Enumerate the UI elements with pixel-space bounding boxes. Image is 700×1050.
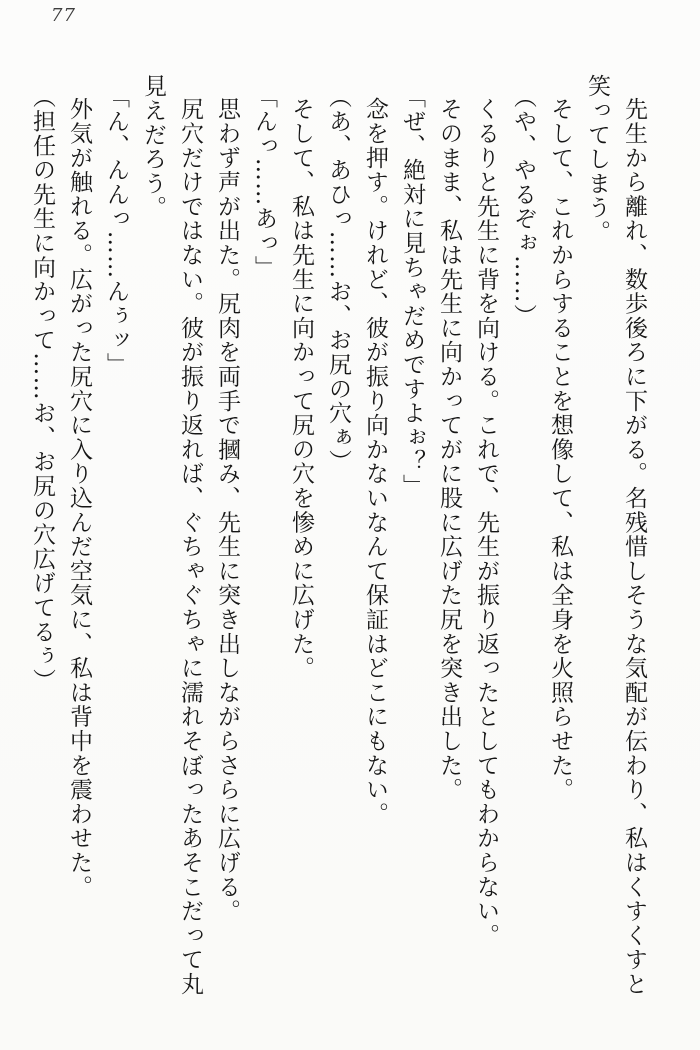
paragraph: くるりと先生に背を向ける。これで、先生が振り返ったとしてもわからない。 xyxy=(473,97,499,948)
paragraph: 念を押す。けれど、彼が振り向かないなんて保証はどこにもない。 xyxy=(362,97,388,826)
paragraph: そのまま、私は先生に向かってがに股に広げた尻を突き出した。 xyxy=(436,97,462,802)
paragraph: （あ、あひっ……お、お尻の穴ぁ） xyxy=(325,85,351,474)
paragraph: 「んっ……あっ」 xyxy=(251,85,277,280)
paragraph: 思わず声が出た。尻肉を両手で摑み、先生に突き出しながらさらに広げる。 xyxy=(214,97,240,924)
vertical-text-block xyxy=(19,74,652,999)
paragraph: 「ん、んんっ……んぅッ」 xyxy=(103,85,129,377)
paragraph: そして、これからすることを想像して、私は全身を火照らせた。 xyxy=(547,97,573,802)
paragraph: そして、私は先生に向かって尻の穴を惨めに広げた。 xyxy=(288,97,314,681)
paragraph: （担任の先生に向かって……お、お尻の穴広げてるぅ） xyxy=(29,85,55,693)
paragraph: 尻穴だけではない。彼が振り返れば、ぐちゃぐちゃに濡れそぼったあそこだって丸見えだろう。 xyxy=(140,74,203,997)
paragraph: 「ぜ、絶対に見ちゃだめですよぉ？」 xyxy=(399,85,425,499)
paragraph: 先生から離れ、数歩後ろに下がる。名残惜しそうな気配が伝わり、私はくすくすと笑ってしまう。 xyxy=(584,74,647,997)
paragraph: 外気が触れる。広がった尻穴に入り込んだ空気に、私は背中を震わせた。 xyxy=(66,97,92,899)
paragraph: （や、やるぞぉ……） xyxy=(510,85,536,328)
page-number: 77 xyxy=(51,5,76,26)
